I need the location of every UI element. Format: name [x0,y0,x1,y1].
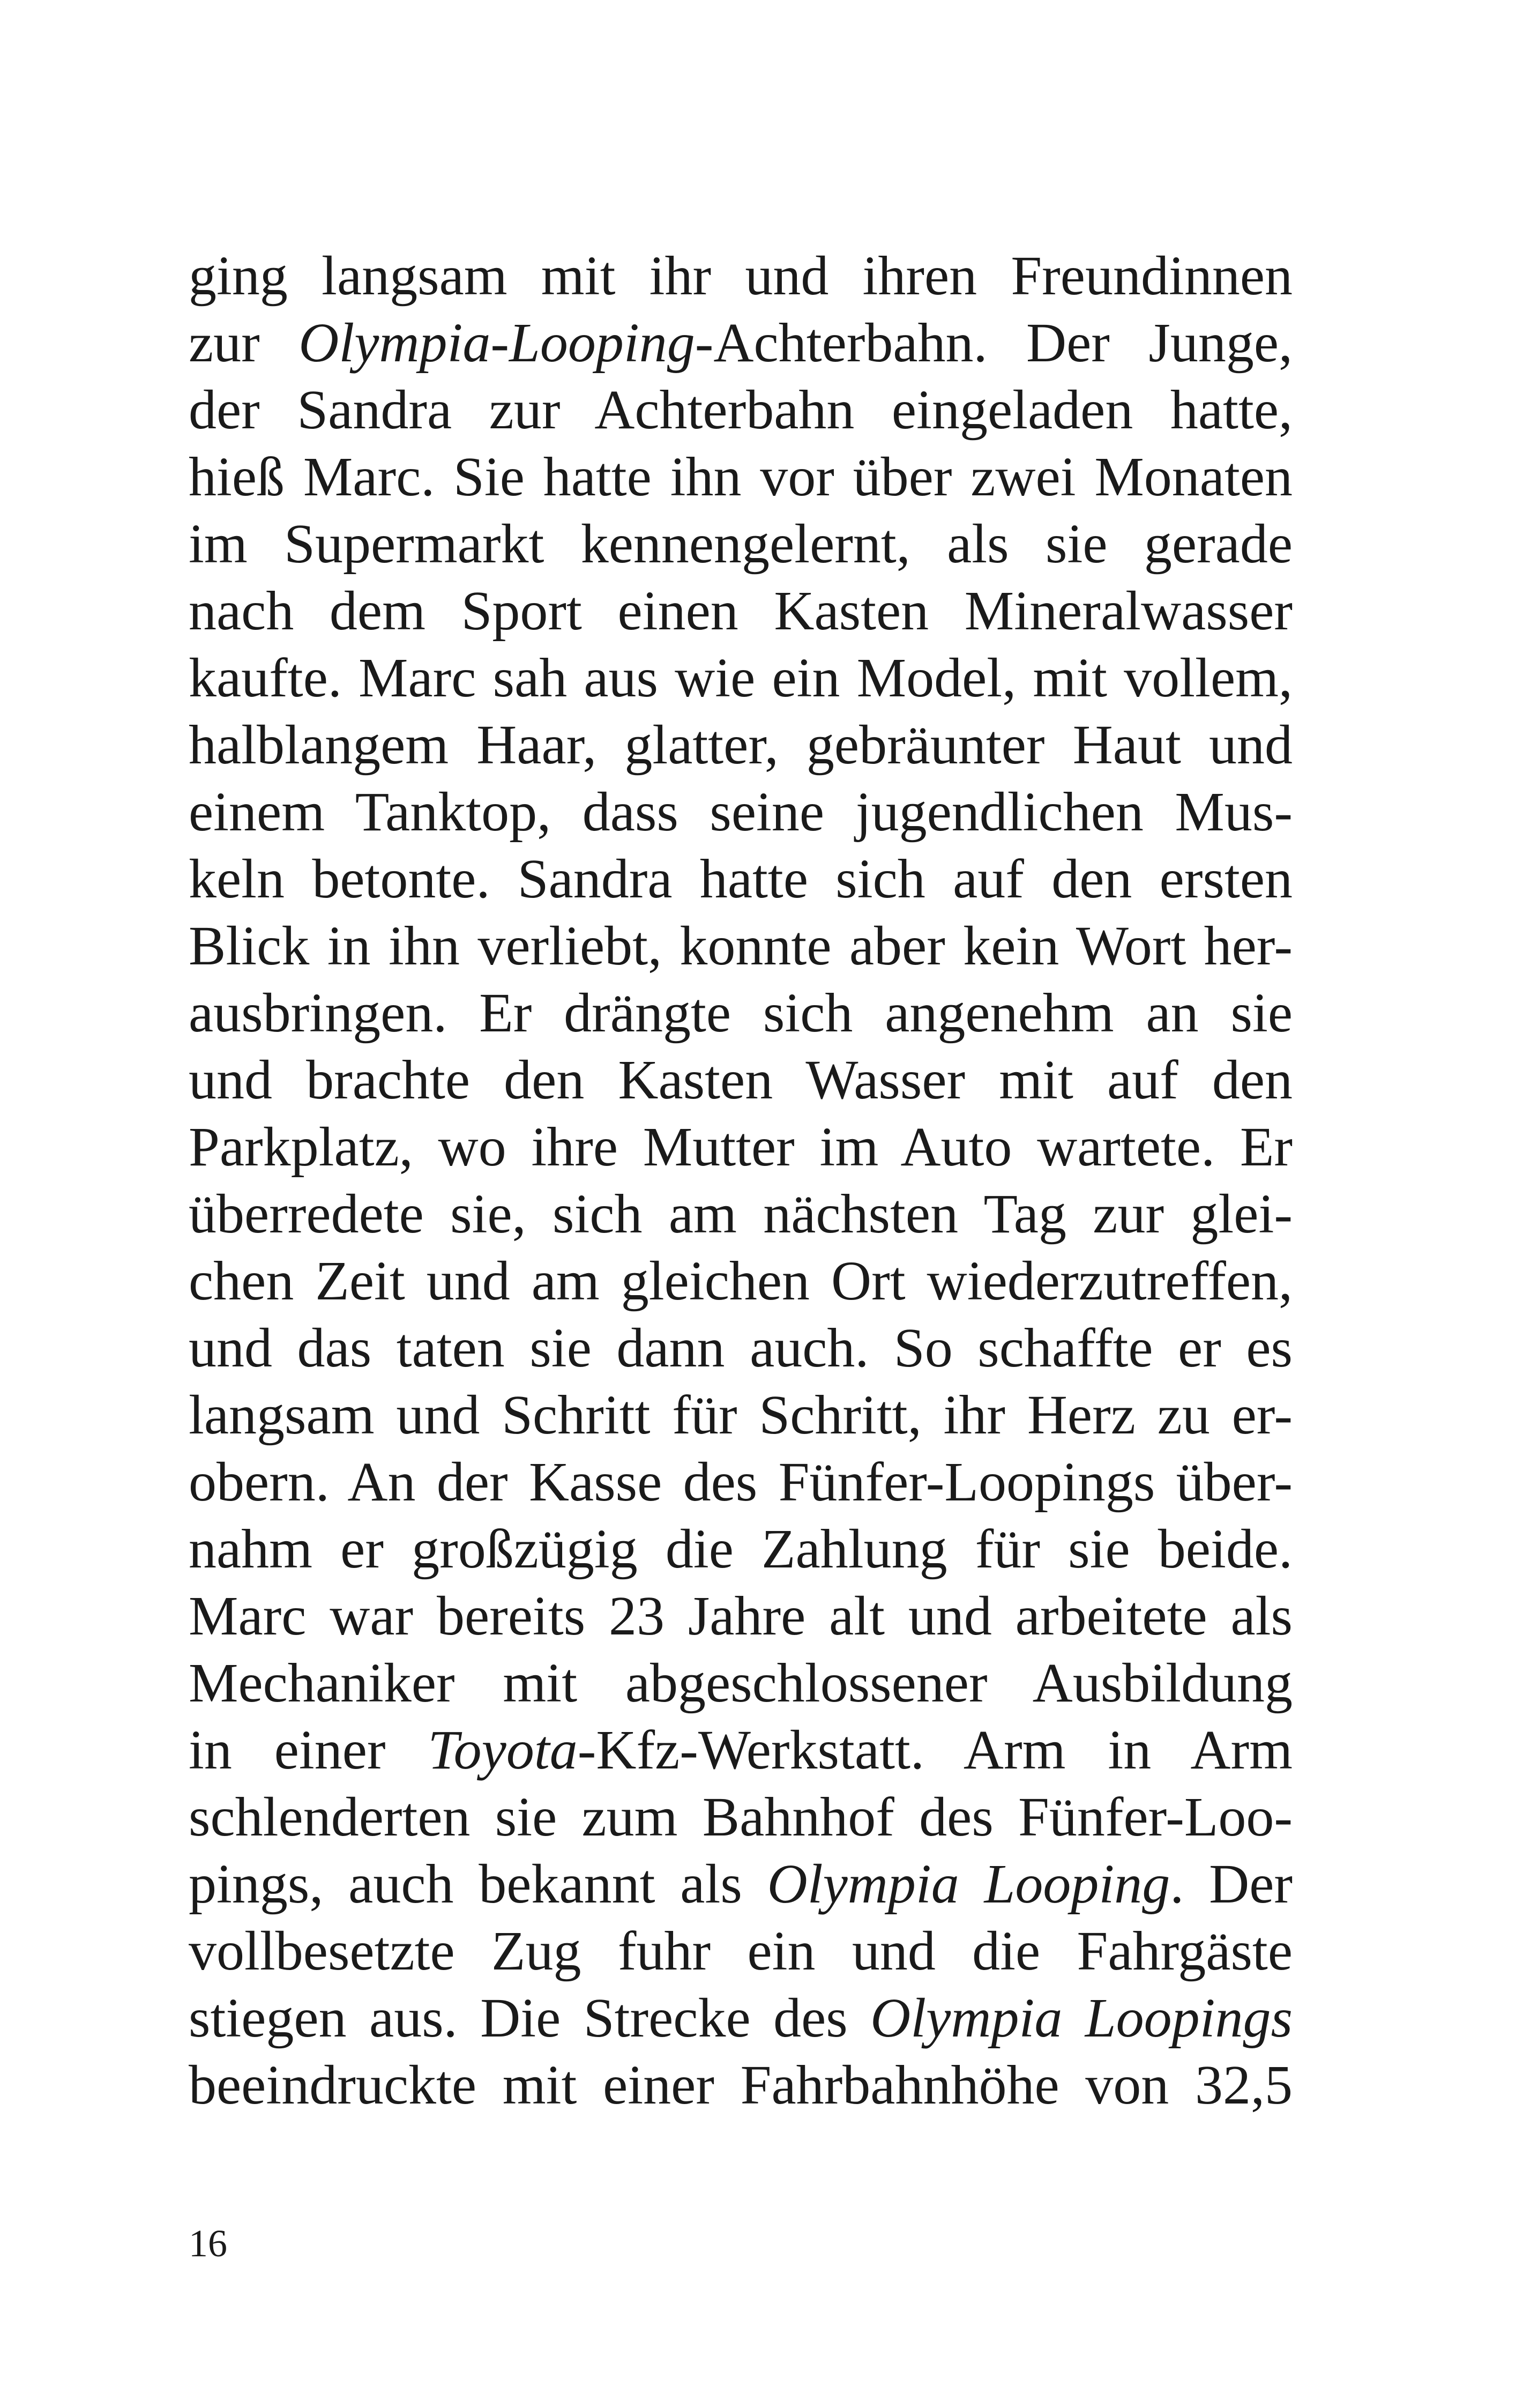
text-segment: langsam und Schritt für Schritt, ihr Herz zu er- [189,1384,1293,1446]
text-line [189,376,1293,443]
text-line [189,845,1293,912]
text-segment: Marc war bereits 23 Jahre alt und arbeitete als [189,1585,1293,1647]
text-line [189,1985,1293,2052]
text-line [189,1649,1293,1716]
text-line [189,1716,1293,1783]
text-line [189,711,1293,778]
text-line [189,644,1293,711]
text-segment: schlenderten sie zum Bahnhof des Fünfer-Loo- [189,1786,1293,1848]
text-segment: in einer [189,1719,428,1781]
text-segment: obern. An der Kasse des Fünfer-Loopings über- [189,1451,1293,1513]
text-segment: und brachte den Kasten Wasser mit auf den [189,1049,1293,1111]
text-segment: ging langsam mit ihr und ihren Freundinnen [189,245,1293,307]
text-segment: einem Tanktop, dass seine jugendlichen Mus- [189,781,1293,843]
text-segment: beeindruckte mit einer Fahrbahnhöhe von 32,5 [189,2054,1293,2116]
text-line [189,443,1293,510]
text-line [189,1582,1293,1649]
text-segment: halblangem Haar, glatter, gebräunter Haut und [189,714,1293,776]
text-line [189,1046,1293,1113]
text-line [189,1918,1293,1985]
text-segment: -Kfz-Werkstatt. Arm in Arm [577,1719,1293,1781]
text-segment: im Supermarkt kennengelernt, als sie gerade [189,513,1293,575]
text-line [189,510,1293,577]
text-line [189,1783,1293,1850]
text-segment: pings, auch bekannt als [189,1853,767,1915]
text-line [189,1381,1293,1448]
text-segment: -Achterbahn. Der Junge, [695,312,1293,374]
text-segment: vollbesetzte Zug fuhr ein und die Fahrgäste [189,1920,1293,1982]
page-number: 16 [189,2222,227,2265]
text-line [189,1515,1293,1582]
text-segment: Mechaniker mit abgeschlossener Ausbildung [189,1652,1293,1714]
text-segment: kaufte. Marc sah aus wie ein Model, mit vollem, [189,647,1293,709]
text-line [189,1314,1293,1381]
text-segment: chen Zeit und am gleichen Ort wiederzutreffen, [189,1250,1293,1312]
text-line [189,1113,1293,1180]
text-segment: nahm er großzügig die Zahlung für sie beide. [189,1518,1293,1580]
text-line [189,1180,1293,1247]
text-segment: stiegen aus. Die Strecke des [189,1987,871,2049]
italic-text: Olympia-Looping [298,312,695,374]
text-segment: hieß Marc. Sie hatte ihn vor über zwei Monaten [189,446,1293,508]
text-line [189,577,1293,644]
text-segment: der Sandra zur Achterbahn eingeladen hatte, [189,379,1293,441]
text-segment: nach dem Sport einen Kasten Mineralwasser [189,580,1293,642]
text-segment: überredete sie, sich am nächsten Tag zur glei- [189,1183,1293,1245]
text-line [189,912,1293,979]
text-line [189,1247,1293,1314]
text-segment: . Der [1170,1853,1293,1915]
italic-text: Toyota [428,1719,578,1781]
text-segment: ausbringen. Er drängte sich angenehm an sie [189,982,1293,1044]
italic-text: Olympia Looping [767,1853,1170,1915]
text-line [189,778,1293,845]
text-line [189,309,1293,376]
text-segment: Blick in ihn verliebt, konnte aber kein Wort her- [189,915,1293,977]
text-segment: Parkplatz, wo ihre Mutter im Auto wartete. Er [189,1116,1293,1178]
text-line [189,1448,1293,1515]
italic-text: Olympia Loopings [870,1987,1293,2049]
text-segment: zur [189,312,299,374]
text-segment: und das taten sie dann auch. So schaffte er es [189,1317,1293,1379]
text-line [189,2052,1293,2119]
text-segment: keln betonte. Sandra hatte sich auf den ersten [189,848,1293,910]
text-line [189,1850,1293,1918]
text-line [189,979,1293,1046]
body-text [189,242,1293,2119]
text-line [189,242,1293,309]
